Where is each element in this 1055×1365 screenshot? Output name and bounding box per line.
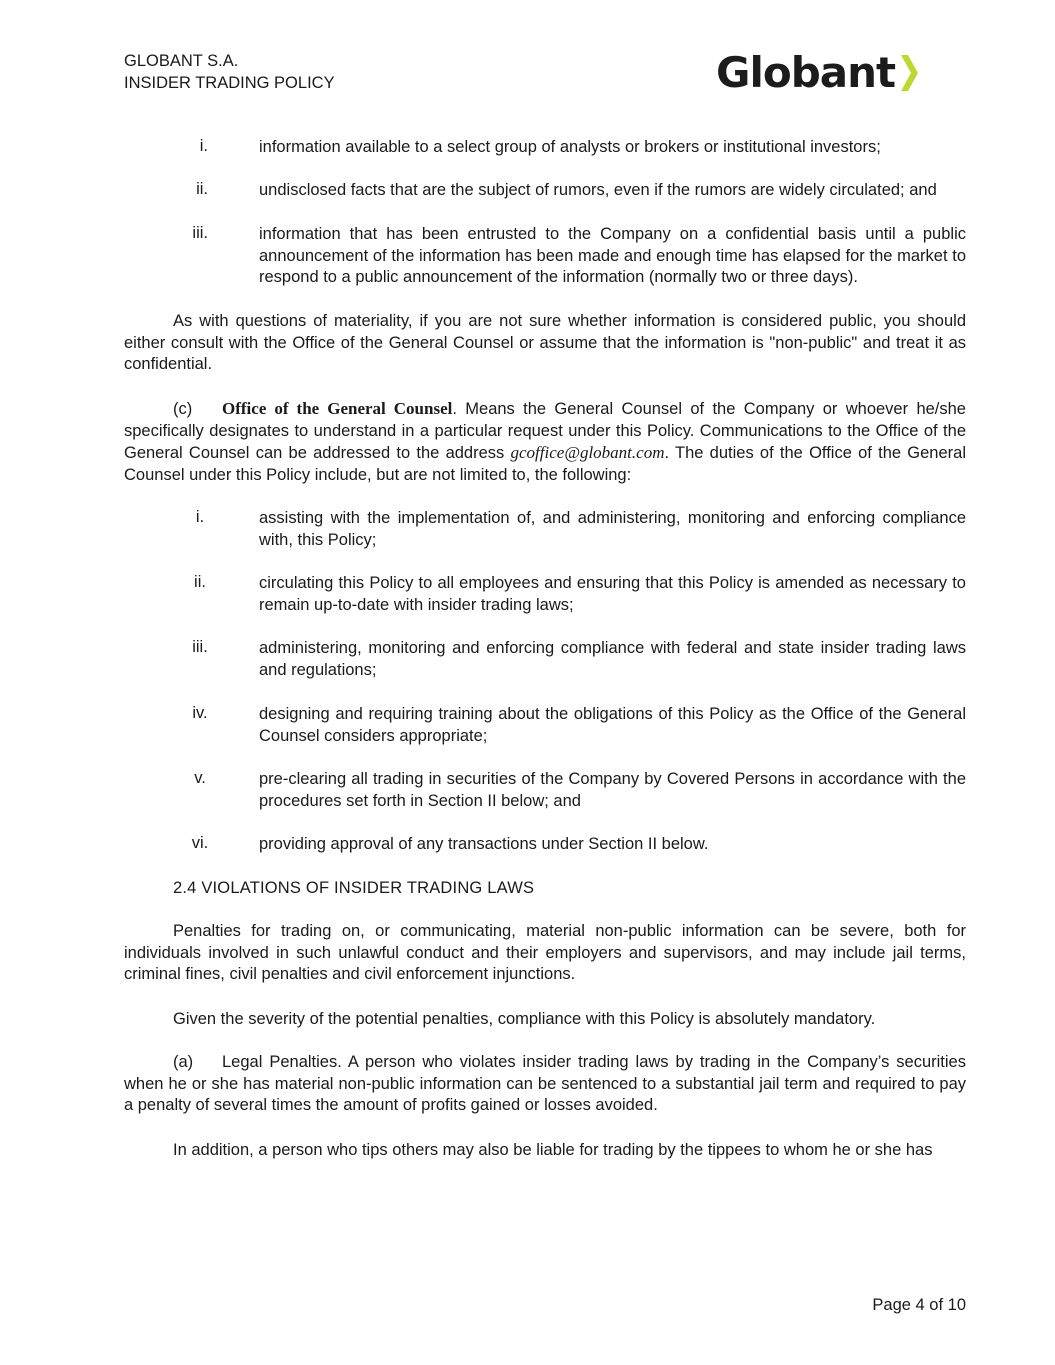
list-item-number: i.	[199, 137, 208, 155]
section-a-label: (a)	[173, 1053, 194, 1071]
section-c-title: Office of the General Counsel	[222, 399, 453, 418]
company-name: GLOBANT S.A.	[124, 52, 239, 70]
chevron-right-icon	[899, 53, 919, 93]
list-item-text: pre-clearing all trading in securities of the Company by Covered Persons in accordance with the procedures set forth in Section II below; and	[259, 770, 966, 810]
paragraph-text: As with questions of materiality, if you are not sure whether information is considered public, you should either consult with the Office of the General Counsel or assume that the information is "non-public" and treat it as confidential.	[124, 312, 966, 373]
section-a-paragraph	[124, 1052, 966, 1117]
paragraph-text: In addition, a person who tips others may also be liable for trading by the tippees to whom he or she has	[173, 1141, 933, 1159]
list-item-text: administering, monitoring and enforcing compliance with federal and state insider trading laws and regulations;	[259, 639, 966, 679]
list-item-text: undisclosed facts that are the subject of rumors, even if the rumors are widely circulated; and	[259, 181, 937, 199]
list-item-number: iv.	[192, 704, 208, 722]
list-item-text: designing and requiring training about the obligations of this Policy as the Office of the General Counsel considers appropriate;	[259, 705, 966, 745]
paragraph-penalties	[124, 921, 966, 986]
logo-wordmark: Globant	[716, 48, 896, 97]
paragraph-severity	[124, 1009, 966, 1031]
paragraph-materiality	[124, 311, 966, 376]
list-item-text: circulating this Policy to all employees and ensuring that this Policy is amended as necessary to remain up-to-date with insider trading laws;	[259, 574, 966, 614]
list-item-number: v.	[194, 769, 206, 787]
list-item-number: iii.	[192, 638, 208, 656]
document-title: INSIDER TRADING POLICY	[124, 74, 335, 92]
list-item-number: vi.	[191, 834, 209, 852]
section-c-text: . Means the General Counsel of the Company or whoever he/she specifically designates to understand in a particular request under this Policy. Communications to the Office of the General Counsel can be addressed to the address	[124, 400, 966, 462]
paragraph-tips	[124, 1140, 966, 1162]
section-c-paragraph	[124, 398, 966, 486]
section-a-text: . A person who violates insider trading laws by trading in the Company’s securities when he or she has material non-public information can be sentenced to a substantial jail term and required to pay a penalty of several times the amount of profits gained or losses avoided.	[124, 1053, 966, 1114]
list-item-number: ii.	[194, 573, 206, 591]
list-item-number: iii.	[192, 224, 208, 242]
paragraph-text: Penalties for trading on, or communicating, material non-public information can be severe, both for individuals involved in such unlawful conduct and their employers and supervisors, and may include jail terms, criminal fines, civil penalties and civil enforcement injunctions.	[124, 922, 966, 983]
globant-logo	[716, 48, 919, 97]
section-a-title: Legal Penalties	[222, 1053, 338, 1071]
contact-email-link[interactable]: gcoffice@globant.com	[510, 443, 665, 462]
list-item-text: providing approval of any transactions under Section II below.	[259, 835, 709, 853]
section-c-text-2: . The duties of the Office of the General Counsel under this Policy include, but are not limited to, the following:	[124, 444, 966, 484]
paragraph-text: Given the severity of the potential penalties, compliance with this Policy is absolutely mandatory.	[173, 1010, 876, 1028]
list-item-number: ii.	[196, 180, 208, 198]
list-item-text: assisting with the implementation of, and administering, monitoring and enforcing compliance with, this Policy;	[259, 509, 966, 549]
list-item-text: information available to a select group of analysts or brokers or institutional investors;	[259, 138, 881, 156]
section-c-label: (c)	[173, 400, 193, 418]
document-header	[124, 50, 335, 94]
list-item-number: i.	[195, 508, 205, 526]
list-item-text: information that has been entrusted to the Company on a confidential basis until a public announcement of the information has been made and enough time has elapsed for the market to respond to a public announcement of the information (normally two or three days).	[259, 225, 966, 286]
section-heading: 2.4 VIOLATIONS OF INSIDER TRADING LAWS	[173, 879, 535, 897]
page-number: Page 4 of 10	[872, 1296, 966, 1314]
